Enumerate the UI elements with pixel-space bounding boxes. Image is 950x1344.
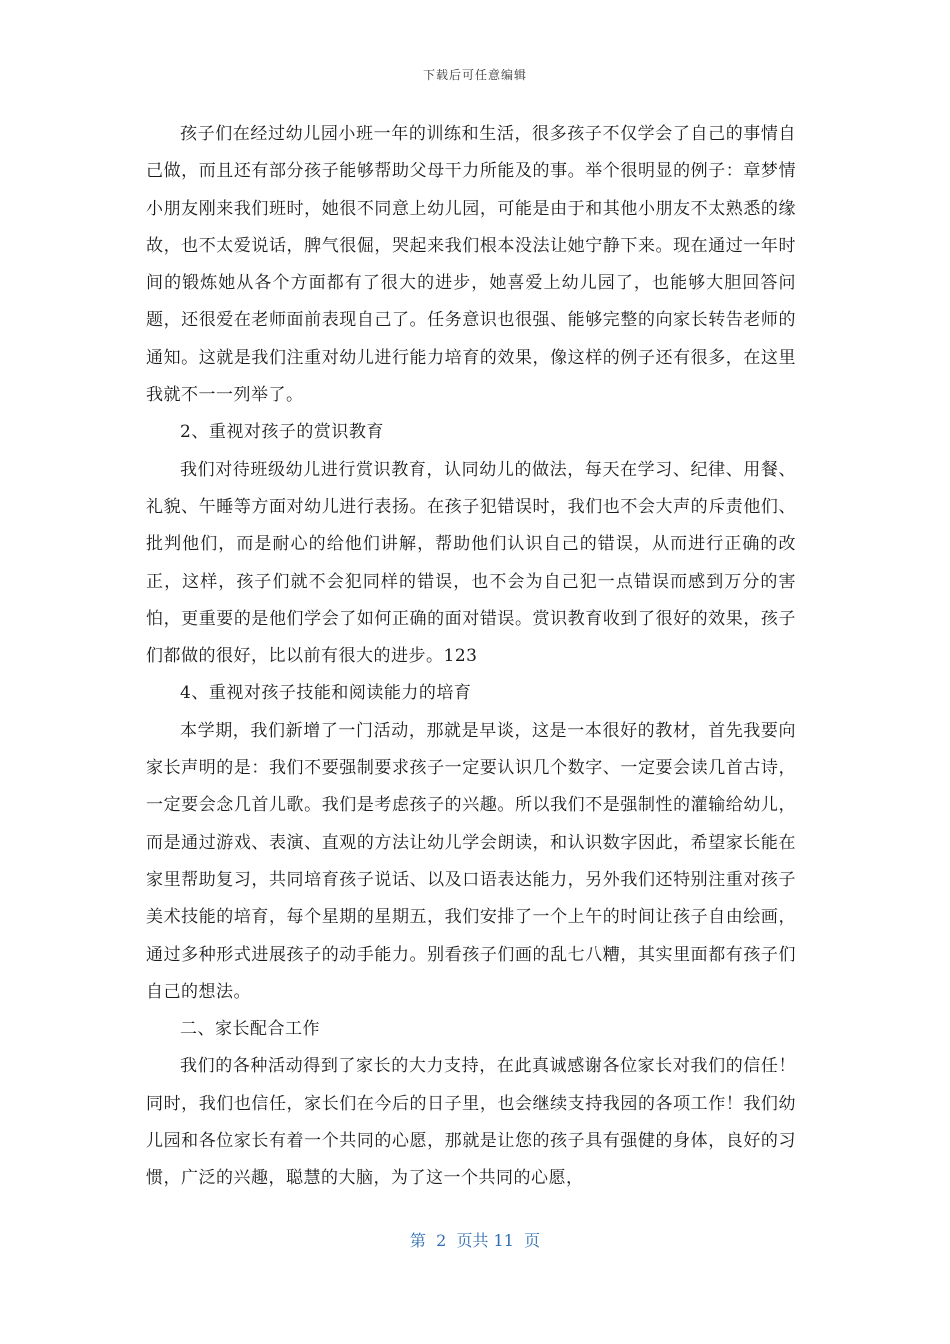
section-heading-skills-reading: 4、重视对孩子技能和阅读能力的培育 — [180, 683, 472, 704]
page-header: 下载后可任意编辑 — [422, 68, 527, 82]
paragraph-3: 本学期，我们新增了一门活动，那就是早谈，这是一本很好的教材，首先我要向家长声明的是：我们不要强制要求孩子一定要认识几个数字、一定要会读几首古诗，一定要会念几首儿歌。我们是考虑孩子的兴趣。所以我们不是强制性的灌输给幼儿，而是通过游戏、表演、直观的方法让幼儿学会朗读，和认识数字因此，希望家长能在家里帮助复习，共同培育孩子说话、以及口语表达能力，另外我们还特别注重对孩子美术技能的培育，每个星期的星期五，我们安排了一个上午的时间让孩子自由绘画，通过多种形式进展孩子的动手能力。别看孩子们画的乱七八糟，其实里面都有孩子们自己的想法。 — [146, 720, 796, 1002]
page-number-footer: 第 2 页共 11 页 — [409, 1231, 541, 1250]
paragraph-1: 孩子们在经过幼儿园小班一年的训练和生活，很多孩子不仅学会了自己的事情自己做，而且还有部分孩子能够帮助父母干力所能及的事。举个很明显的例子：章梦情小朋友刚来我们班时，她很不同意上幼儿园，可能是由于和其他小朋友不太熟悉的缘故，也不太爱说话，脾气很倔，哭起来我们根本没法让她宁静下来。现在通过一年时间的锻炼她从各个方面都有了很大的进步，她喜爱上幼儿园了，也能够大胆回答问题，还很爱在老师面前表现自己了。任务意识也很强、能够完整的向家长转告老师的通知。这就是我们注重对幼儿进行能力培育的效果，像这样的例子还有很多，在这里我就不一一列举了。 — [146, 124, 796, 406]
document-body — [146, 116, 796, 1198]
paragraph-4: 我们的各种活动得到了家长的大力支持，在此真诚感谢各位家长对我们的信任！同时，我们也信任，家长们在今后的日子里，也会继续支持我园的各项工作！我们幼儿园和各位家长有着一个共同的心愿，那就是让您的孩子具有强健的身体，良好的习惯，广泛的兴趣，聪慧的大脑，为了这一个共同的心愿， — [146, 1056, 796, 1189]
section-heading-appreciation-education: 2、重视对孩子的赏识教育 — [180, 422, 384, 443]
section-heading-parent-cooperation: 二、家长配合工作 — [180, 1019, 320, 1040]
paragraph-2: 我们对待班级幼儿进行赏识教育，认同幼儿的做法，每天在学习、纪律、用餐、礼貌、午睡等方面对幼儿进行表扬。在孩子犯错误时，我们也不会大声的斥责他们、批判他们，而是耐心的给他们讲解，帮助他们认识自己的错误，从而进行正确的改正，这样，孩子们就不会犯同样的错误，也不会为自己犯一点错误而感到万分的害怕，更重要的是他们学会了如何正确的面对错误。赏识教育收到了很好的效果，孩子们都做的很好，比以前有很大的进步。123 — [146, 459, 796, 667]
